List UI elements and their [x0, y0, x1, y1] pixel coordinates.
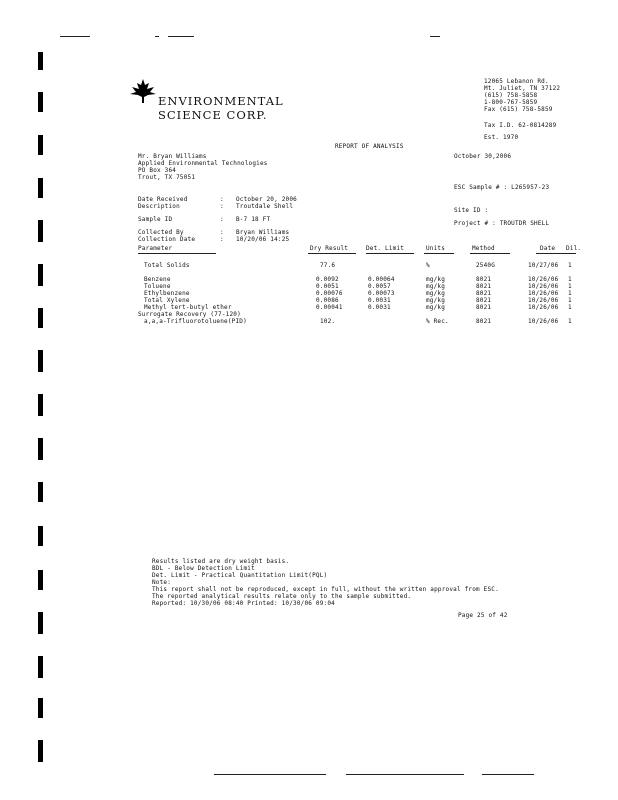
table-row [144, 304, 578, 311]
client-company: Applied Environmental Technologies [138, 160, 268, 167]
cell-result: 0.00076 [316, 290, 343, 297]
cell-method: 8021 [476, 318, 492, 325]
scan-mark [346, 774, 464, 775]
col-method: Method [472, 245, 495, 252]
cell-method: 2540G [476, 262, 496, 269]
info-label: Collection Date [138, 236, 196, 243]
info-label: Collected By [138, 229, 184, 236]
header-underline [138, 253, 216, 254]
cell-units: % [426, 262, 430, 269]
company-address [484, 78, 560, 113]
cell-date: 10/26/06 [528, 283, 559, 290]
info-value: 10/20/06 14:25 [236, 236, 290, 243]
cell-method: 8021 [476, 283, 492, 290]
header-underline [308, 253, 356, 254]
cell-param: Surrogate Recovery (77-120) [138, 311, 241, 318]
cell-dil: 1 [568, 276, 572, 283]
cell-method: 8021 [476, 304, 492, 311]
note-line: Note: [152, 579, 172, 586]
cell-limit: 0.0031 [368, 297, 391, 304]
cell-param: Toluene [144, 283, 171, 290]
col-units: Units [426, 245, 446, 252]
address-line: Mt. Juliet, TN 37122 [484, 85, 561, 92]
info-sep: : [220, 236, 224, 243]
scan-mark [168, 36, 194, 37]
info-label: Description [138, 203, 180, 210]
scan-mark [214, 774, 326, 775]
cell-param: Ethylbenzene [144, 290, 190, 297]
cell-method: 8021 [476, 276, 492, 283]
cell-dil: 1 [568, 290, 572, 297]
cell-date: 10/26/06 [528, 276, 559, 283]
esc-sample-number: ESC Sample # : L265957-23 [454, 184, 550, 191]
scan-mark [60, 36, 90, 37]
site-id: Site ID : [454, 207, 489, 214]
col-det-limit: Det. Limit [366, 245, 405, 252]
note-line: Results listed are dry weight basis. [152, 558, 290, 565]
address-line: 1-800-767-5859 [484, 99, 538, 106]
report-date: October 30,2006 [454, 153, 512, 160]
info-label: Sample ID [138, 216, 173, 223]
cell-result: 0.0086 [316, 297, 339, 304]
cell-dil: 1 [568, 283, 572, 290]
cell-result: 77.6 [320, 262, 336, 269]
col-dil: Dil. [566, 245, 582, 252]
address-line: 12065 Lebanon Rd. [484, 78, 549, 85]
cell-param: a,a,a-Trifluorotoluene(PID) [144, 318, 247, 325]
client-address [138, 153, 268, 181]
cell-method: 8021 [476, 290, 492, 297]
cell-result: 0.0051 [316, 283, 339, 290]
company-name-line1: ENVIRONMENTAL [158, 94, 284, 108]
cell-param: Methyl tert-butyl ether [144, 304, 232, 311]
header-underline [470, 253, 510, 254]
col-date: Date [540, 245, 556, 252]
address-line: Fax (615) 758-5859 [484, 106, 553, 113]
cell-limit: 0.00064 [368, 276, 395, 283]
cell-result: 0.00041 [316, 304, 343, 311]
cell-limit: 0.0057 [368, 283, 391, 290]
info-value: B-7 18 FT [236, 216, 271, 223]
cell-dil: 1 [568, 318, 572, 325]
cell-units: mg/kg [426, 297, 446, 304]
scan-mark [155, 36, 159, 37]
note-line: The reported analytical results relate only to the sample submitted. [152, 593, 412, 600]
client-contact: Mr. Bryan Williams [138, 153, 207, 160]
note-line: This report shall not be reproduced, except in full, without the written approval from ESC. [152, 586, 499, 593]
info-value: Troutdale Shell [236, 203, 294, 210]
cell-param: Total Solids [144, 262, 190, 269]
table-row [144, 318, 578, 325]
cell-units: mg/kg [426, 283, 446, 290]
header-underline [424, 253, 454, 254]
header-underline [366, 253, 414, 254]
note-line: Det. Limit - Practical Quantitation Limit(PQL) [152, 572, 328, 579]
report-title: REPORT OF ANALYSIS [335, 143, 404, 150]
col-dry-result: Dry Result [310, 245, 349, 252]
maple-leaf-logo-icon [128, 78, 158, 104]
table-row [144, 262, 578, 269]
cell-dil: 1 [568, 304, 572, 311]
info-sep: : [220, 229, 224, 236]
note-line: Reported: 10/30/06 08:40 Printed: 10/30/06 09:04 [152, 600, 335, 607]
cell-result: 0.0092 [316, 276, 339, 283]
info-sep: : [220, 203, 224, 210]
cell-units: % Rec. [426, 318, 449, 325]
cell-dil: 1 [568, 262, 572, 269]
results-table-header [138, 245, 582, 253]
cell-date: 10/26/06 [528, 318, 559, 325]
cell-units: mg/kg [426, 290, 446, 297]
cell-limit: 0.0031 [368, 304, 391, 311]
cell-date: 10/26/06 [528, 290, 559, 297]
cell-method: 8021 [476, 297, 492, 304]
info-value: Bryan Williams [236, 229, 290, 236]
tax-id: Tax I.D. 62-0814289 [484, 122, 557, 129]
cell-param: Benzene [144, 276, 171, 283]
results-table-body [138, 262, 578, 325]
cell-date: 10/26/06 [528, 297, 559, 304]
address-line: (615) 758-5858 [484, 92, 538, 99]
cell-result: 102. [320, 318, 336, 325]
cell-date: 10/26/06 [528, 304, 559, 311]
info-sep: : [220, 216, 224, 223]
note-line: BDL - Below Detection Limit [152, 565, 255, 572]
cell-units: mg/kg [426, 276, 446, 283]
scan-mark [482, 774, 534, 775]
established: Est. 1970 [484, 134, 519, 141]
cell-param: Total Xylene [144, 297, 190, 304]
info-sep: : [220, 196, 224, 203]
footer-notes [152, 558, 499, 607]
cell-limit: 0.00073 [368, 290, 395, 297]
header-underline [536, 253, 576, 254]
table-row [144, 297, 578, 304]
col-parameter: Parameter [138, 245, 173, 252]
cell-date: 10/27/06 [528, 262, 559, 269]
page-number: Page 25 of 42 [458, 612, 508, 619]
client-city: Trout, TX 75051 [138, 174, 196, 181]
client-po-box: PO Box 364 [138, 167, 177, 174]
company-name-line2: SCIENCE CORP. [158, 108, 268, 122]
project-number: Project # : TROUTDR SHELL [454, 220, 550, 227]
info-label: Date Received [138, 196, 188, 203]
info-value: October 20, 2006 [236, 196, 297, 203]
scan-mark [430, 36, 440, 37]
table-row [138, 311, 572, 318]
cell-dil: 1 [568, 297, 572, 304]
table-row [144, 283, 578, 290]
cell-units: mg/kg [426, 304, 446, 311]
table-row [144, 276, 578, 283]
table-row [144, 290, 578, 297]
